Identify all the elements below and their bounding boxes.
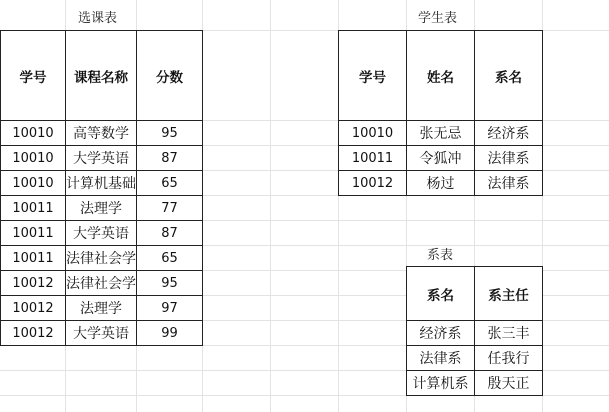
table-row (407, 371, 543, 396)
course-cell-score[interactable]: 87 (137, 221, 203, 246)
table-row (1, 271, 203, 296)
student-header-student-id[interactable]: 学号 (339, 31, 407, 121)
course-cell-name[interactable]: 法理学 (66, 196, 137, 221)
course-cell-id[interactable]: 10010 (1, 146, 66, 171)
table-row (407, 346, 543, 371)
table-row (1, 146, 203, 171)
course-cell-score[interactable]: 65 (137, 246, 203, 271)
table-row (1, 221, 203, 246)
student-cell-name[interactable]: 杨过 (407, 171, 475, 196)
course-cell-name[interactable]: 高等数学 (66, 121, 137, 146)
table-row (339, 146, 543, 171)
course-cell-name[interactable]: 大学英语 (66, 146, 137, 171)
student-cell-id[interactable]: 10010 (339, 121, 407, 146)
course-cell-id[interactable]: 10012 (1, 321, 66, 346)
course-table-caption: 选课表 (78, 11, 118, 26)
course-cell-score[interactable]: 99 (137, 321, 203, 346)
course-cell-name[interactable]: 大学英语 (66, 321, 137, 346)
course-cell-id[interactable]: 10011 (1, 196, 66, 221)
student-table-caption: 学生表 (418, 11, 458, 26)
course-cell-score[interactable]: 77 (137, 196, 203, 221)
course-cell-name[interactable]: 大学英语 (66, 221, 137, 246)
dept-cell-name[interactable]: 计算机系 (407, 371, 475, 396)
dept-cell-name[interactable]: 法律系 (407, 346, 475, 371)
course-cell-name[interactable]: 计算机基础 (66, 171, 137, 196)
course-cell-name[interactable]: 法律社会学 (66, 246, 137, 271)
course-cell-id[interactable]: 10011 (1, 246, 66, 271)
student-cell-dept[interactable]: 法律系 (475, 146, 543, 171)
student-cell-name[interactable]: 令狐冲 (407, 146, 475, 171)
table-row (1, 296, 203, 321)
course-cell-id[interactable]: 10010 (1, 171, 66, 196)
student-cell-id[interactable]: 10011 (339, 146, 407, 171)
course-cell-name[interactable]: 法理学 (66, 296, 137, 321)
dept-header-name[interactable]: 系名 (407, 267, 475, 321)
dept-header-head[interactable]: 系主任 (475, 267, 543, 321)
course-cell-score[interactable]: 95 (137, 271, 203, 296)
course-cell-score[interactable]: 87 (137, 146, 203, 171)
course-cell-id[interactable]: 10012 (1, 296, 66, 321)
course-cell-score[interactable]: 65 (137, 171, 203, 196)
student-cell-id[interactable]: 10012 (339, 171, 407, 196)
dept-cell-head[interactable]: 张三丰 (475, 321, 543, 346)
course-cell-score[interactable]: 95 (137, 121, 203, 146)
dept-cell-head[interactable]: 殷天正 (475, 371, 543, 396)
course-header-score[interactable]: 分数 (137, 31, 203, 121)
dept-cell-name[interactable]: 经济系 (407, 321, 475, 346)
course-cell-id[interactable]: 10012 (1, 271, 66, 296)
course-header-student-id[interactable]: 学号 (1, 31, 66, 121)
course-cell-score[interactable]: 97 (137, 296, 203, 321)
table-row (339, 121, 543, 146)
course-table (0, 30, 203, 346)
student-cell-dept[interactable]: 法律系 (475, 171, 543, 196)
student-cell-dept[interactable]: 经济系 (475, 121, 543, 146)
table-row (1, 196, 203, 221)
table-row (1, 321, 203, 346)
student-header-name[interactable]: 姓名 (407, 31, 475, 121)
course-cell-id[interactable]: 10011 (1, 221, 66, 246)
student-cell-name[interactable]: 张无忌 (407, 121, 475, 146)
table-row (1, 246, 203, 271)
dept-table-caption: 系表 (427, 248, 454, 263)
dept-cell-head[interactable]: 任我行 (475, 346, 543, 371)
course-cell-id[interactable]: 10010 (1, 121, 66, 146)
student-header-dept[interactable]: 系名 (475, 31, 543, 121)
course-cell-name[interactable]: 法律社会学 (66, 271, 137, 296)
table-row (1, 171, 203, 196)
dept-table (406, 266, 543, 396)
table-row (407, 321, 543, 346)
student-table (338, 30, 543, 196)
table-row (339, 171, 543, 196)
course-header-course-name[interactable]: 课程名称 (66, 31, 137, 121)
table-row (1, 121, 203, 146)
